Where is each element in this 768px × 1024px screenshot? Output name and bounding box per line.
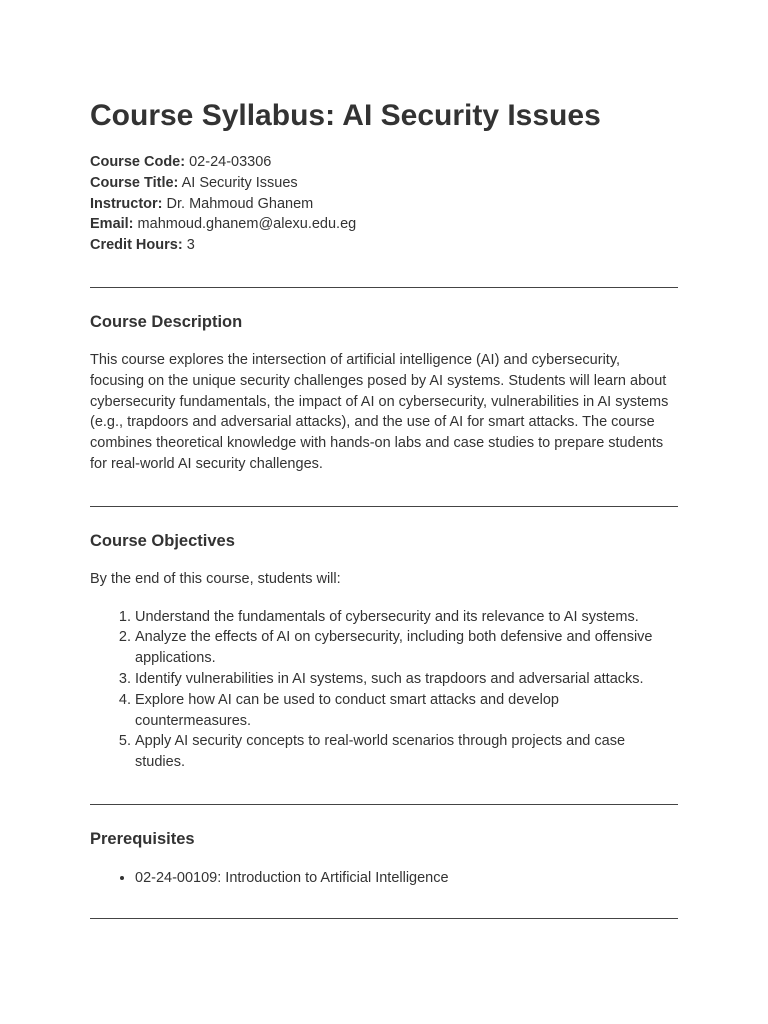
description-heading: Course Description — [90, 312, 243, 331]
course-code-row — [90, 152, 678, 173]
section-divider — [90, 506, 678, 507]
objectives-intro: By the end of this course, students will: — [90, 570, 341, 587]
prerequisites-heading: Prerequisites — [90, 829, 195, 848]
course-code-label: Course Code: — [90, 154, 186, 170]
description-text: This course explores the intersection of artificial intelligence (AI) and cybersecurity, focusing on the unique security challenges posed by AI systems. Students will learn about cybersecurity fundamentals, the impact of AI on cybersecurity, vulnerabilities in AI systems (e.g., trapdoors and adversarial attacks), and the use of AI for smart attacks. The course combines theoretical knowledge with hands-on labs and case studies to prepare students for real-world AI security challenges. — [90, 351, 669, 472]
instructor-value: Dr. Mahmoud Ghanem — [166, 195, 314, 212]
objectives-list — [90, 607, 678, 773]
objective-item: 4. Explore how AI can be used to conduct smart attacks and develop countermeasures. — [135, 690, 678, 732]
credit-hours-row — [90, 235, 678, 256]
document-body — [90, 94, 678, 919]
credit-hours-label: Credit Hours: — [90, 237, 183, 254]
course-title-value: AI Security Issues — [181, 174, 298, 191]
instructor-label: Instructor: — [90, 195, 163, 212]
course-title-row — [90, 173, 678, 194]
objective-item: 3. Identify vulnerabilities in AI systems, such as trapdoors and adversarial attacks. — [135, 669, 678, 690]
section-divider — [90, 804, 678, 805]
prerequisite-item: • 02-24-00109: Introduction to Artificial Intelligence — [135, 868, 678, 889]
page-title: Course Syllabus: AI Security Issues — [90, 99, 601, 132]
course-info — [90, 152, 678, 256]
email-label: Email: — [90, 216, 134, 233]
section-divider — [90, 918, 678, 919]
credit-hours-value: 3 — [186, 237, 195, 254]
objective-item: 5. Apply AI security concepts to real-world scenarios through projects and case studies. — [135, 731, 678, 773]
email-value: mahmoud.ghanem@alexu.edu.eg — [137, 216, 357, 233]
section-divider — [90, 287, 678, 288]
objective-item: 1. Understand the fundamentals of cybersecurity and its relevance to AI systems. — [135, 607, 678, 628]
objectives-heading: Course Objectives — [90, 531, 235, 550]
email-row — [90, 214, 678, 235]
objective-item: 2. Analyze the effects of AI on cybersecurity, including both defensive and offensive applications. — [135, 627, 678, 669]
instructor-row — [90, 194, 678, 215]
course-title-label: Course Title: — [90, 174, 179, 191]
prerequisites-list — [90, 868, 678, 889]
course-code-value: 02-24-03306 — [189, 154, 272, 170]
